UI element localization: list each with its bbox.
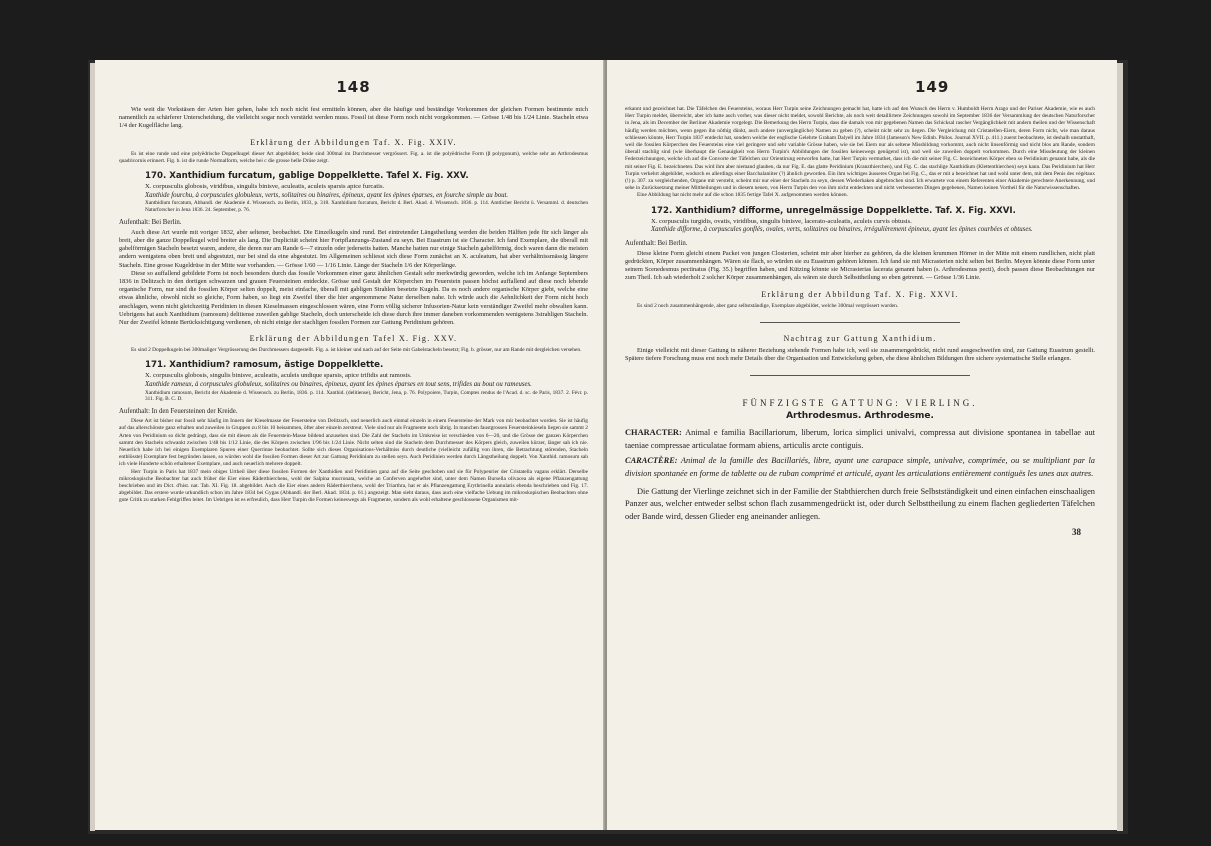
paragraph: Einige vielleicht mit dieser Gattung in näherer Beziehung stehende Formen habe ich, weil sie zusammengedrückt, nicht rund ausgeschweifen sind, zur Gattung Euastrum gestellt. Spätere tiefere Forschung muss erst noch mehr Details über die Organisation und Entwickelung geben, ehe diese ähnlichen Bildungen ihre sichere systematische Stelle erlangen.	[625, 346, 1095, 363]
signature-mark: 38	[1072, 527, 1081, 538]
caractere-label: CARACTÈRE:	[625, 456, 678, 466]
french-diagnosis: Xanthide fourchu, à corpuscules globuleux, verts, solitaires ou binaires, épineux, ayant les épines éparses, en fourche simple au bout.	[145, 191, 509, 199]
habitat: Aufenthalt: Bei Berlin.	[119, 218, 182, 226]
paragraph: Diese kleine Form gleicht einem Packet von jungen Closterien, scheint mir aber hierher zu gehören, da die kleinen krummen Hörner in der Mitte mit einem rundlichen, nicht platt gedrückten, Körper zusammenhängen. Wären sie flach, so würden sie zu Euastrum gehören können. Ich fand sie mit Micrasterien nicht selten bei Berlin. Meyen könnte diese Form unter seinem Scenedesmus pectinatus (Fig. 35.) begriffen haben, und Kützing könnte sie Micrasterias lacerata genannt haben (s. Arthrodesmus pecti), doch passen diese Beobachtungen nur zum Theil. Ich sah wiederholt 2 solcher Körper zusammenhängen, als wären sie durch Selbsttheilung so eben getrennt. — Grösse 1/36 Linie.	[625, 249, 1095, 282]
right-page	[607, 60, 1117, 830]
habitat: Aufenthalt: Bei Berlin.	[625, 239, 688, 247]
latin-diagnosis: X. corpusculis globosis, viridibus, singulis binisve, aculeatis, aculeis sparsis apice furcatis.	[145, 183, 385, 191]
paragraph: Die Gattung der Vierlinge zeichnet sich in der Familie der Stabthierchen durch freie Selbstständigkeit und einen einfachen einschaaligen Panzer aus, welcher entweder selbst schon flach zusammengedrückt ist, oder durch Selbsttheilung zu einem flachen gegliederten Täfelchen oder Bande wird, dessen Glieder eng aneinander anliegen.	[625, 486, 1095, 521]
paragraph: Wie weit die Vorkstäsen der Arten hier gehen, habe ich noch nicht fest ermitteln können, aber die häufige und beständige Vorkommen der gleichen Formen bestimmte mich namentlich zu schärferer Unterscheidung, die vielleicht sogar noch verstärkt werden muss. Fossil ist diese Form noch nicht vorgekommen. — Grösse 1/48 bis 1/24 Linie. Stacheln etwa 1/4 der Kugelfläche lang.	[119, 106, 588, 130]
figure-explanation: Es sind 2 noch zusammenhängende, aber ganz selbstständige, Exemplare abgebildet, welche 300mal vergrössert wurden.	[637, 302, 899, 309]
figure-explanation-heading: Erklärung der Abbildungen Tafel X. Fig. XXV.	[249, 334, 458, 344]
divider	[750, 375, 970, 376]
references: Xanthidium furcatum, Abhandl. der Akademie d. Wissensch. zu Berlin, 1833, p. 318. Xanthidium furcatum, Bericht d. Berl. Akad. d. Wissensch. 1836. p. 114. Amtlicher Bericht ü. Versamml. d. deutschen Naturforscher in Jena 1836. 24. September, p. 76.	[145, 200, 588, 213]
french-diagnosis: Xanthide rameux, à corpuscules globuleux, solitaires ou binaires, épineux, ayant les épines éparses en tout sens, trifides au bout ou rameuses.	[145, 381, 532, 389]
species-heading: 171. Xanthidium? ramosum, ästige Doppelklette.	[145, 360, 384, 371]
french-diagnosis: Xanthide difforme, à corpuscules gonflés, ovales, verts, solitaires ou binaires, irrégulièrement épineux, ayant les épines courbées et obtuses.	[651, 226, 1033, 234]
divider	[760, 322, 960, 323]
page-number: 149	[915, 78, 950, 96]
latin-diagnosis: X. corpusculis turgidis, ovatis, viridibus, singulis binisve, lacerato-aculeatis, aculeis curvis obtusis.	[651, 217, 912, 225]
figure-explanation: Es sind 2 Doppelkugeln bei 300maliger Vergrösserung des Durchmessers dargestellt. Fig. a. ist kleiner und nach auf der Seite mit Gabelstacheln besetzt; Fig. b. grösser, nur am Rande mit dergleichen versehen.	[131, 347, 582, 354]
left-page	[95, 60, 605, 830]
paragraph: Herr Turpin in Paris hat 1837 mein obiges Urtheil über diese fossilen Formen der Xanthidien und Peridinien ganz auf die Seite geschoben und sie für Polypenrier der Cristatella vagans erklärt. Derselbe mikroskopische Beobachter hat auch früher die Eier eines Räderthierchens, wohl der Salpina mucronata, welche an Conferven angeheftet sind, unter dem Namen Bursella olivacea als eigene Pflanzengattung beschrieben und im Dict. d'hist. nat. Tab. XI. Fig. 18. abgebildet. Auch die Eier eines andern Räderthierchens, wohl der Triarthra, hat er als Pflanzengattung Erythrinella annularis ebenda beschrieben und Fig. 17. abgebildet. Das erstere wurde urkundlich schon im Jahre 1834 bei Gygas (Abhandl. der Berl. Akad. 1834. p. 61.) angezeigt. Man sieht daraus, dass auch eine vielfache Uebung im mikroskopischen Beobachten ohne gute Critik zu starken Fehlgriffen leitet. Im Uebrigen ist es erfreulich, dass Herr Turpin die Formen keineswegs als Fragmente, sondern als wohl erhaltene geschlossene Organismen mit-	[119, 468, 588, 504]
caractere-text: Animal de la famille des Bacillariés, libre, ayant une carapace simple, univalve, comprimée, ou se multipliant par la division spontanée en forme de tablette ou de ruban comprimé et articulé, ayant les articulations entièrement contiguës les unes aux autres.	[625, 456, 1095, 479]
character-text: Animal e familia Bacillariorum, liberum, lorica simplici univalvi, compressa aut divisione spontanea in tabellae aut taeniae compressae articulatae formam abiens, articulis arcte contiguis.	[625, 428, 1095, 450]
paragraph: Eine Abbildung hat nicht mehr auf die schon 1835 fertige Tafel X. aufgenommen werden können.	[637, 192, 848, 199]
paragraph: Diese Art ist bisher nur fossil sehr häufig im Innern der Kieselmasse der Feuersteine von Delitzsch, und neuerlich auch einmal einzeln in einem Feuersteine der Mark von mir beobachtet worden. Sie ist häufig auf das allerschönste ganz erhalten und zuweilen in Gruppen zu 8 bis 10 beisammen, öfter aber einzeln zerstreut. Viele sind nur als Fragmente noch übrig. In manchen faustgrossen Feuersteinkieseln liegen sie sammt 2 Arten von Peridinium so dicht gedrängt, dass sie mit diesen als die Feuerstein-Masse bildend anzusehen sind. Die Zahl der Stacheln im Umkreise ist verschieden von 6—20, und die Grösse der ganzen Körperchen sammt den Stacheln schwankt zwischen 1/48 bis 1/12 Linie, die des Körpers zwischen 1/96 bis 1/24 Linie. Nicht selten sind die Stacheln dem Durchmesser des Körpers gleich, zuweilen kürzer, länger sah ich nie. Neuerlich habe ich bei einigen Exemplaren Spuren einer Querrinne beobachtet. Sollte sich dieses Organisations-Verhältniss durch deutliche (vielleicht zufällig von ihren, die Betrachtung störenden, Stacheln entblösste) Exemplare fest begründen lassen, so würden wohl die fossilen Formen dieser Art zur Gattung Peridinium zu stellen seyn. Auch Peridinien werden durch Längstheilung doppelt. Von Xanthid. ramosum sah ich viele Hunderte schön erhaltener Exemplare, und auch neuerlich mehrere doppelt.	[119, 418, 588, 468]
genus-title: FÜNFZIGSTE GATTUNG: VIERLING.	[742, 398, 978, 409]
supplement-heading: Nachtrag zur Gattung Xanthidium.	[783, 333, 937, 343]
figure-explanation: Es ist eine runde und eine polyëdrische Doppelkugel dieser Art abgebildet; beide sind 300mal im Durchmesser vergrössert. Fig. a. ist die polyëdrische Form (β polygonum), welche sehr an Arthrodesmus quadricornis erinnert. Fig. b. ist die runde Normalform, welche bei c die grosse helle Drüse zeigt.	[119, 150, 588, 164]
paragraph: erkannt und gezeichnet hat. Die Täfelchen des Feuersteins, woraus Herr Turpin seine Zeichnungen gemacht hat, hatte ich auf den Wunsch des Herrn v. Humboldt Herrn Arago und der Pariser Akademie, wie es auch Herr Turpin meldet, überreicht, aber ich hatte auch vorher, was dieser nicht meldet, sowohl Berichte, als noch weit detaillirtere Zeichnungen sowohl im September 1836 der Versammlung der deutschen Naturforscher in Jena, als im December der Berliner Akademie vorgelegt. Die Bemerkung des Herrn Turpin, dass die damals von mir gegebenen Namen das Schicksal rascher Vergänglichkeit mit andern theilen und der Wissenschaft häufig werden möchten, wenn gegen ihn nöthig dünkt, auch andere (unvergängliche) Namen zu geben (?), scheint nicht sehr zu liegen. Die Vergleichung mit Cristatellen-Eiern, deren Form nicht, wie man daraus schliessen könnte, Herr Turpin 1837 entdeckt hat, sondern welche der englische Gelehrte Graham Dalyell im Jahre 1834 (Jameson's New Edinb. Philos. Journal XVII. p. 411.) zuerst beobachtete, ist deshalb unstatthaft, weil die fossilen Körperchen des Feuersteins eine viel geringere und sehr variable Grösse haben, wie sie bei Eiern nur als seltene Missbildung vorkommt, auch nicht linsenförmig und nicht blos am Rande, sondern überall stachlig sind (wie überhaupt die Genauigkeit von Herrn Turpin's Abbildungen der fossilen keineswegs genügend ist), und weil sie zuweilen doppelt vorkommen. Durch eine Missdeutung der kleinen Federzeichnungen, welche ich auf die Convorte der Täfelchen zur Orientirung entworfen hatte, hat Herr Turpin vermuthet, dass ich die mit seiner Fig. C. bezeichneten Körper eben so Peridinium genannt habe, als die mit seiner Fig. E. bezeichneten. Das wird ihm aber niemand glauben, da nur Fig. E. das glatte Peridinium (Kranzthierchen), und Fig. C. das stachlige Xanthidium (Klettenthierchen) seyn kann. Das Peridinium hat Herr Turpin verkehrt abgebildet, wodurch es allerdings einer Bacchalaniiter (?) ähnlich geworden. Ein ihm wichtiges äusseres Organ bei Fig. C., das er mit a bezeichnet hat und wohl unter dem, mit dem Penis des végétaux (!) p. 307. zu vergleichenden, Organe mit versteht, scheint mir nur einer der Stacheln zu seyn, dessen Wiederhaken abgebrochen sind. Ich erwartete von einem Referenten einer Akademie gerechtere Anerkennung, und sehe in Zurücksetzung meiner Mittheilungen und in diesem neuen, von Herrn Turpin den von ihm nicht entdeckten und nicht verbesserten Dingen gegebenen, Namen keinen Vortheil für die Naturwissenschaften.	[625, 106, 1095, 192]
latin-diagnosis: X. corpusculis globosis, singulis binisve, aculeatis, aculeis undique sparsis, apice trifidis aut ramosis.	[145, 372, 412, 380]
page-number: 148	[336, 78, 371, 96]
species-heading: 170. Xanthidium furcatum, gablige Doppelklette. Tafel X. Fig. XXV.	[145, 171, 469, 182]
habitat: Aufenthalt: In den Feuersteinen der Kreide.	[119, 408, 238, 416]
paragraph: Diese so auffallend gebildete Form ist noch besonders durch das fossile Vorkommen einer ganz ähnlichen Gestalt sehr merkwürdig geworden, welche ich im Anfange Septembers 1836 in Delitzsch in den dortigen schwarzen und grauen Feuersteinen entdeckte. Grösse und Gestalt der Körperchen im Feuerstein passen höchst auffallend auf diese noch lebende organische Form, nur sind die fossilen Körper selten doppelt, meist einfache, überall mit gabligen Strahlen besetzte Kugeln. Da es noch andere organische Körper giebt, welche eine etwas ähnliche, obwohl nicht so gleiche, Form haben, so liegt ein Zweifel über die hier angenommene Natur derselben nahe. Ich würde auch die Aehnlichkeit der Form nicht hoch anschlagen, wenn nicht gleichzeitig Peridinien in diesen Kieselmassen eingeschlossen wären, eine Form völlig sicherer Infusorien-Natur kein verständiger Zweifel mehr obwalten kann. Uebrigens hat auch Xanthidium (ramosum) delitiense zuweilen gablige Stacheln, doch unterscheide ich diese durch ihre immer daneben vorkommenden wenigstens 3strahligen Stacheln. Nur der Zweifel könnte Berücksichtigung verdienen, ob nicht einige der stachligen fossilen Formen zur Gattung Peridinium gehören.	[119, 269, 588, 327]
genus-subtitle: Arthrodesmus. Arthrodesme.	[786, 411, 934, 422]
page-edge-right	[1117, 63, 1123, 831]
figure-explanation-heading: Erklärung der Abbildung Taf. X. Fig. XXVI.	[761, 289, 959, 299]
references: Xanthidium ramosum, Bericht der Akademie d. Wissensch. zu Berlin, 1836. p. 114. Xanthid. (delitiense), Bericht, Jena, p. 76. Polypoiere, Turpin, Comptes rendus de l'Acad. d. sc. de Paris, 1837. 2. Févr. p. 311. Fig. B. C. D.	[145, 389, 588, 403]
character-label: CHARACTER:	[625, 428, 682, 438]
species-heading: 172. Xanthidium? difforme, unregelmässige Doppelklette. Taf. X. Fig. XXVI.	[651, 205, 1016, 216]
figure-explanation-heading: Erklärung der Abbildungen Taf. X. Fig. XXIV.	[250, 137, 457, 147]
paragraph: Auch diese Art wurde mit voriger 1832, aber seltener, beobachtet. Die Einzelkugeln sind rund. Bei eintretender Längstheilung werden die beiden Hälften jede für sich länger als breit, aber die ganze Doppelkugel wird breiter als lang. Die Duplicität scheint hier Fortpflanzungs-Zustand zu seyn. Bei Euastrum ist sie Character. Ich fand Exemplare, die überall mit gabelförmigen Stacheln besetzt waren, andere, die deren nur am Rande 6—7 einzeln oder jederseits hatten. Manche hatten nur einige Stacheln gabelförmig, doch waren dann die meisten andern wenigstens oben breit und abgestutzt, nur bei sind da eine abgestutzt. Im Allgemeinen schliesst sich diese Form zunächst an X. aculeatum, hat aber verhältnissmässig längere Stacheln. Eine grosse Kugeldrüse in der Mitte war vorhanden. — Grösse 1/60 — 1/16 Linie. Länge der Stacheln 1/6 der Körperlänge.	[119, 228, 588, 269]
